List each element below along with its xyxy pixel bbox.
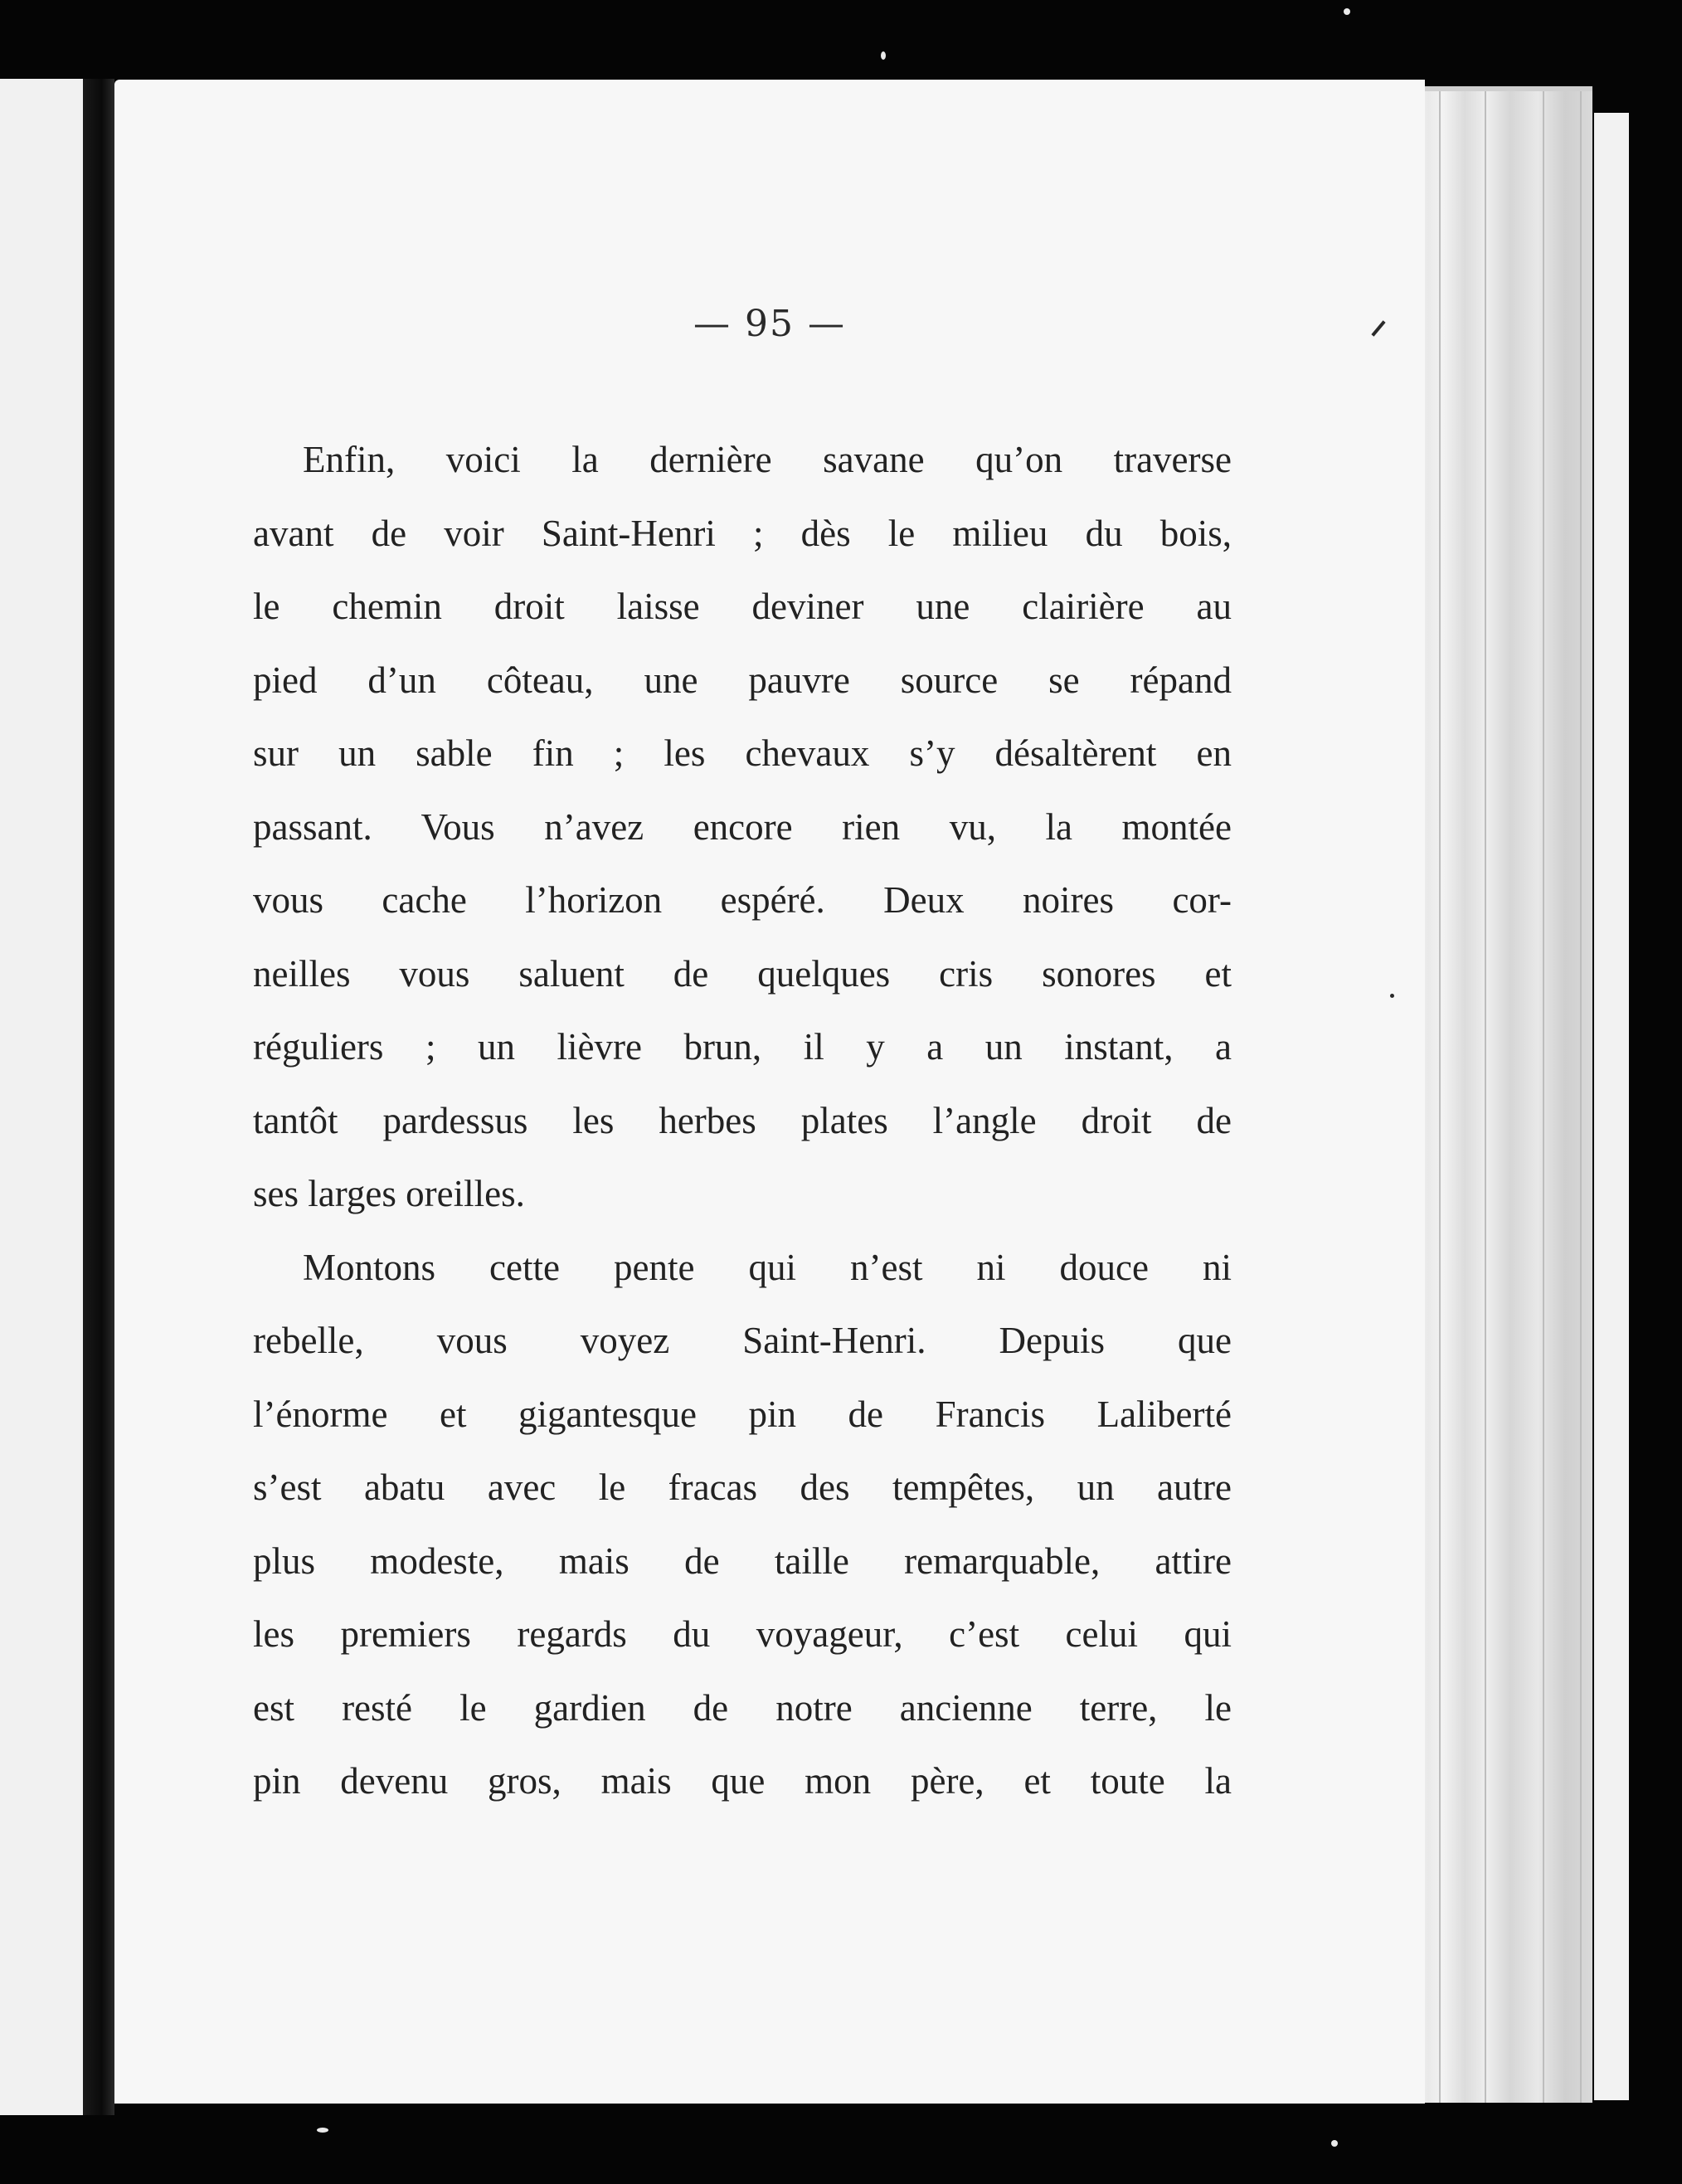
text-line: plus modeste, mais de taille remarquable, attire [253,1540,1232,1582]
left-page-edge [0,79,83,2115]
paragraph-2 [253,1231,1232,1818]
text-line: vous cache l’horizon espéré. Deux noires cor- [253,879,1232,921]
text-line: pied d’un côteau, une pauvre source se répand [253,659,1232,701]
book-gutter [83,79,114,2115]
text-line: pin devenu gros, mais que mon père, et toute la [253,1760,1232,1802]
page-stack-fore-edge [1410,91,1592,2103]
text-line: le chemin droit laisse deviner une clairière au [253,586,1232,627]
page-body-text [253,423,1232,1818]
text-line: Enfin, voici la dernière savane qu’on traverse [303,439,1232,480]
text-line: ses larges oreilles. [253,1173,525,1214]
scan-speck [881,51,886,60]
scan-speck [1331,2140,1338,2147]
paragraph-1 [253,423,1232,1231]
back-cover-edge [1594,113,1629,2100]
page-number: — 95 — [693,303,846,345]
text-line: les premiers regards du voyageur, c’est celui qui [253,1613,1232,1655]
text-line: rebelle, vous voyez Saint-Henri. Depuis que [253,1320,1232,1361]
scan-speck [1344,8,1350,15]
text-line: est resté le gardien de notre ancienne terre, le [253,1686,1232,1729]
text-line: réguliers ; un lièvre brun, il y a un instant, a [253,1026,1232,1068]
text-line: passant. Vous n’avez encore rien vu, la montée [253,805,1232,848]
page-stack-line [1439,91,1441,2103]
text-line: l’énorme et gigantesque pin de Francis Laliberté [253,1393,1232,1435]
text-line: Montons cette pente qui n’est ni douce ni [303,1246,1232,1288]
page-stack-line [1485,91,1486,2103]
text-line: sur un sable fin ; les chevaux s’y désaltèrent en [253,732,1232,774]
text-line: tantôt pardessus les herbes plates l’angle droit de [253,1099,1232,1141]
scan-speck [317,2128,328,2133]
page-stack-line [1580,91,1582,2103]
page-stack-line [1543,91,1544,2103]
scan-mark [1390,994,1394,998]
text-line: avant de voir Saint-Henri ; dès le milieu du bois, [253,512,1232,554]
text-line: s’est abatu avec le fracas des tempêtes, un autre [253,1467,1232,1508]
text-line: neilles vous saluent de quelques cris sonores et [253,952,1232,995]
